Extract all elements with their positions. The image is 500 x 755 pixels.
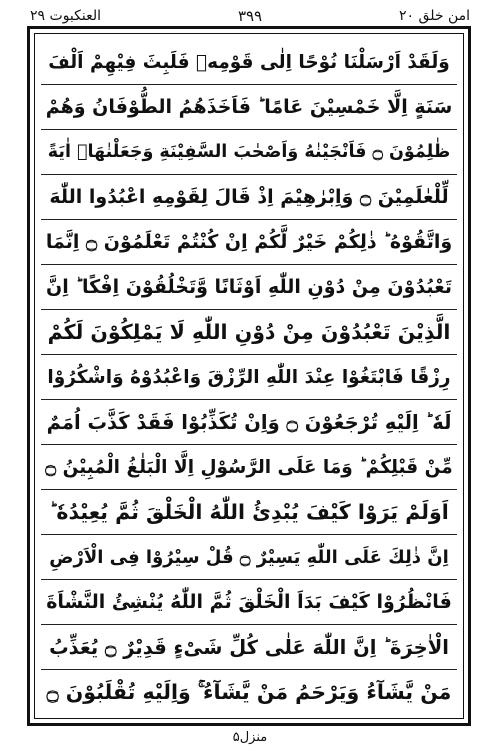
manzil-footer: منزل۵: [232, 730, 268, 745]
text-line-2: سَنَةٍ اِلَّا خَمْسِيْنَ عَامًا ؕ فَاَخَذَهُمُ الطُّوْفَانُ وَهُمْ: [41, 85, 457, 130]
page-border-outer: [27, 26, 471, 726]
text-line-13: فَانْظُرُوْا كَيْفَ بَدَاَ الْخَلْقَ ثُمَّ اللّٰهُ يُنْشِئُ النَّشْاَةَ: [41, 580, 457, 625]
surah-label: العنكبوت ٢٩: [30, 8, 102, 24]
text-line-1: وَلَقَدْ اَرْسَلْنَا نُوْحًا اِلٰى قَوْمِهٖ فَلَبِثَ فِيْهِمْ اَلْفَ: [41, 40, 457, 85]
page-border-inner: [34, 33, 464, 719]
text-line-3: ظٰلِمُوْنَ ۝ فَاَنْجَيْنٰهُ وَاَصْحٰبَ السَّفِيْنَةِ وَجَعَلْنٰهَاۤ اٰيَةً: [41, 130, 457, 175]
text-line-11: اَوَلَمْ يَرَوْا كَيْفَ يُبْدِئُ اللّٰهُ الْخَلْقَ ثُمَّ يُعِيْدُهٗ ؕ: [41, 490, 457, 535]
text-line-12: اِنَّ ذٰلِكَ عَلَى اللّٰهِ يَسِيْرٌ ۝ قُلْ سِيْرُوْا فِى الْاَرْضِ: [41, 535, 457, 580]
page-number: ٣٩٩: [237, 7, 263, 25]
text-line-5: وَاتَّقُوْهُ ؕ ذٰلِكُمْ خَيْرٌ لَّكُمْ اِنْ كُنْتُمْ تَعْلَمُوْنَ ۝ اِنَّمَا: [41, 220, 457, 265]
text-line-7: الَّذِيْنَ تَعْبُدُوْنَ مِنْ دُوْنِ اللّٰهِ لَا يَمْلِكُوْنَ لَكُمْ: [41, 310, 457, 355]
text-line-8: رِزْقًا فَابْتَغُوْا عِنْدَ اللّٰهِ الرِّزْقَ وَاعْبُدُوْهُ وَاشْكُرُوْا: [41, 355, 457, 400]
text-block: [41, 40, 457, 714]
text-line-4: لِّلْعٰلَمِيْنَ ۝ وَاِبْرٰهِيْمَ اِذْ قَالَ لِقَوْمِهِ اعْبُدُوا اللّٰهَ: [41, 175, 457, 220]
text-line-9: لَهٗ ؕ اِلَيْهِ تُرْجَعُوْنَ ۝ وَاِنْ تُكَذِّبُوْا فَقَدْ كَذَّبَ اُمَمٌ: [41, 400, 457, 445]
page-header: [30, 6, 470, 26]
text-line-15: مَنْ يَّشَآءُ وَيَرْحَمُ مَنْ يَّشَآءُ ۚ وَاِلَيْهِ تُقْلَبُوْنَ ۝: [46, 679, 452, 704]
text-line-6: تَعْبُدُوْنَ مِنْ دُوْنِ اللّٰهِ اَوْثَانًا وَّتَخْلُقُوْنَ اِفْكًا ؕ اِنَّ: [41, 265, 457, 310]
text-line-14: الْاٰخِرَةَ ؕ اِنَّ اللّٰهَ عَلٰى كُلِّ شَىْءٍ قَدِيْرٌ ۝ يُعَذِّبُ: [41, 625, 457, 670]
text-line-10: مِّنْ قَبْلِكُمْ ؕ وَمَا عَلَى الرَّسُوْلِ اِلَّا الْبَلٰغُ الْمُبِيْنُ ۝: [41, 445, 457, 490]
juz-label: امن خلق ٢٠: [399, 8, 470, 24]
